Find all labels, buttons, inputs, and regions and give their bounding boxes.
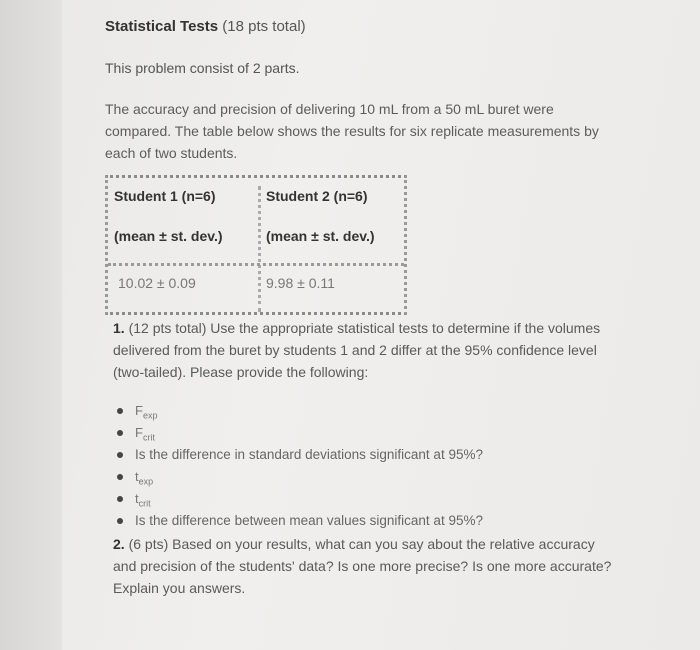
results-table xyxy=(105,175,407,315)
t-exp-symbol: $t_{exp}$ xyxy=(135,469,154,487)
bullet-icon xyxy=(117,518,123,524)
list-item xyxy=(113,510,483,532)
question-2-text: (6 pts) Based on your results, what can you say about the relative accuracy and precision of the students' data? Is one more precise? Is one more accurate? Explain you answers. xyxy=(113,536,612,596)
list-item xyxy=(113,422,483,444)
question-1 xyxy=(113,317,618,383)
problem-description: The accuracy and precision of delivering 10 mL from a 50 mL buret were compared. The table below shows the results for six replicate measurements by each of two students. xyxy=(105,101,599,161)
t-crit-symbol: $t_{crit}$ xyxy=(135,491,151,509)
subheader-student-1: (mean ± st. dev.) xyxy=(114,228,223,244)
question-2 xyxy=(113,533,618,599)
f-crit-symbol: $F_{crit}$ xyxy=(135,425,155,443)
value-student-2: 9.98 ± 0.11 xyxy=(266,275,335,291)
answer-items-list xyxy=(113,400,483,532)
list-item xyxy=(113,444,483,466)
bullet-icon xyxy=(117,474,123,480)
page-title xyxy=(105,18,306,35)
f-exp-symbol: $F_{exp}$ xyxy=(135,403,158,421)
question-1-text: (12 pts total) Use the appropriate statistical tests to determine if the volumes delivered from the buret by students 1 and 2 differ at the 95% confidence level (two-tailed). Please provide the following: xyxy=(113,320,601,380)
header-student-2: Student 2 (n=6) xyxy=(266,188,368,204)
header-student-1: Student 1 (n=6) xyxy=(114,188,216,204)
table-column-divider xyxy=(258,186,261,312)
mean-question: Is the difference between mean values significant at 95%? xyxy=(135,513,483,528)
question-1-number: 1. xyxy=(113,320,125,336)
subheader-student-2: (mean ± st. dev.) xyxy=(266,228,375,244)
std-dev-question: Is the difference in standard deviations significant at 95%? xyxy=(135,447,483,462)
bullet-icon xyxy=(117,408,123,414)
table-row-divider xyxy=(108,263,404,266)
bullet-icon xyxy=(117,496,123,502)
title-main: Statistical Tests xyxy=(105,18,219,35)
question-2-number: 2. xyxy=(113,536,125,552)
value-student-1: 10.02 ± 0.09 xyxy=(118,275,196,291)
list-item xyxy=(113,488,483,510)
intro-text: This problem consist of 2 parts. xyxy=(105,60,300,76)
title-points: (18 pts total) xyxy=(218,18,306,35)
list-item xyxy=(113,400,483,422)
bullet-icon xyxy=(117,452,123,458)
page-margin xyxy=(0,0,62,650)
bullet-icon xyxy=(117,430,123,436)
list-item xyxy=(113,466,483,488)
